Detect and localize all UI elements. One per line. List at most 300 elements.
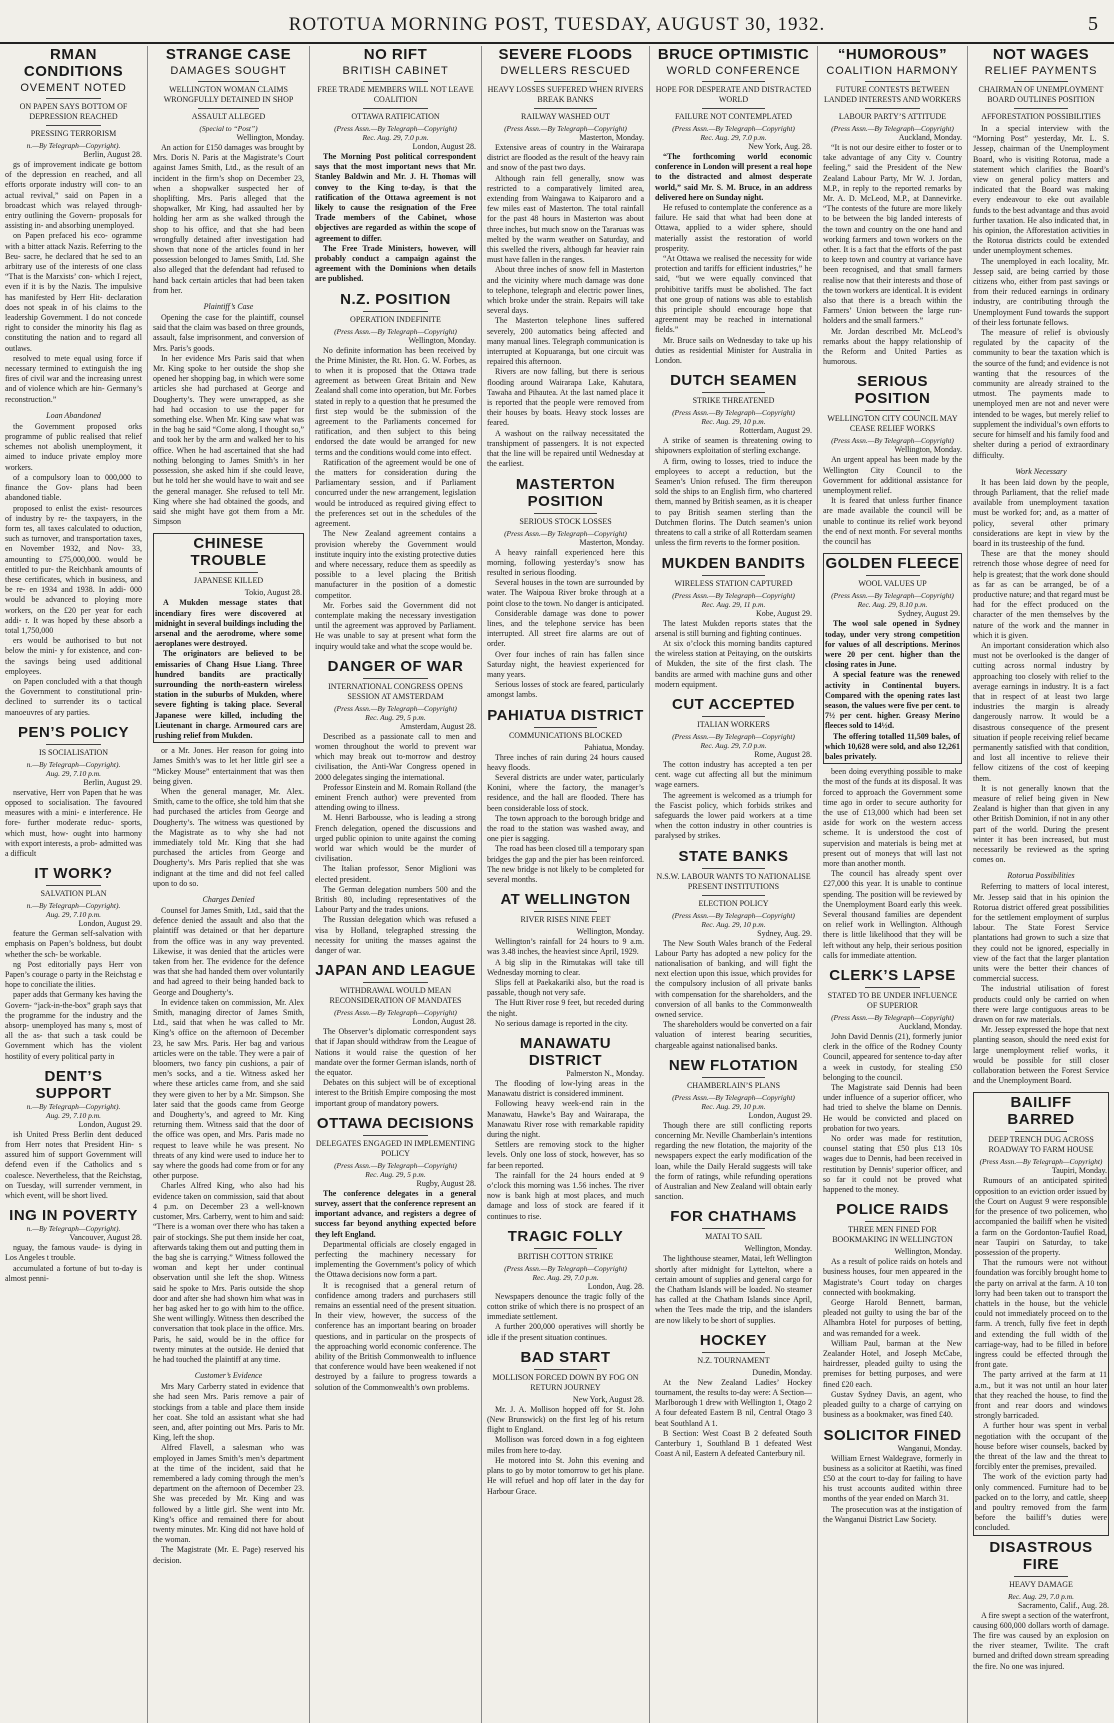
deck: STATED TO BE UNDER INFLUENCE OF SUPERIOR: [827, 991, 958, 1010]
headline-rule: [865, 987, 921, 988]
byline: (Press Assn.—By Telegraph—Copyright): [504, 528, 627, 538]
article: [655, 1332, 812, 1460]
byline: n.—By Telegraph—Copyright).: [26, 1224, 121, 1234]
byline: (Press Assn.—By Telegraph—Copyright): [334, 1008, 457, 1018]
article: [315, 658, 476, 956]
body-paragraph: Debates on this subject will be of exceptional interest to the British Empire composing the most important group of mandatory powers.: [315, 1078, 476, 1108]
headline: CLERK’S LAPSE: [829, 967, 956, 984]
article: [5, 1207, 142, 1284]
byline: (Special to “Post”): [199, 124, 258, 133]
dateline: Auckland, Monday.: [898, 133, 962, 142]
headline: JAPAN AND LEAGUE: [315, 962, 476, 980]
received-line: Rec. Aug. 29, 10 p.m.: [701, 1101, 766, 1111]
deck: COMMUNICATIONS BLOCKED: [508, 730, 623, 740]
column-2: [148, 46, 310, 1723]
body-paragraph: of a compulsory loan to 000,000 to finance the Gov- plans had been abandoned tiable.: [5, 472, 142, 503]
headline: PEN’S POLICY: [17, 723, 130, 741]
body-paragraph: or a Mr. Jones. Her reason for going into James Smith’s was to let her little girl see a “Mickey Mouse” entertainment that was then being given.: [153, 746, 304, 786]
deck: ON PAPEN SAYS BOTTOM OF DEPRESSION REACHED: [19, 102, 128, 121]
deck: FAILURE NOT CONTEMPLATED: [674, 112, 793, 121]
headline-rule: [534, 911, 597, 912]
body-paragraph: paper adds that Germany kes having the Govern- “jack-in-the-box” graph says that the programme for the industry and the absorp- unemployed has many s, most of all the as- that such a task could be Government which has the violent hostility of every political party in: [5, 990, 142, 1061]
received-line: Aug. 29, 7.10 p.m.: [46, 910, 101, 920]
body-paragraph: The Magistrate said Dennis had been under influence of a superior officer, who had tried to shelve the blame on Dennis. He would be convicted and placed on probation for two years.: [823, 1083, 962, 1133]
body-paragraph: A special feature was the renewed activity in Continental buyers. Compared with the opening rates last season, the values were five per cent. to 7½ per cent. higher. Greasy Merino fleeces sold to 14½d.: [825, 670, 960, 731]
dateline: Pahiatua, Monday.: [584, 742, 644, 752]
dateline: London, August 29.: [78, 919, 142, 929]
dateline: London, August 28.: [412, 1017, 476, 1027]
article: [655, 1208, 812, 1325]
body-paragraph: Departmental officials are closely engaged in perfecting the machinery necessary for implementing the Government’s policy of which the Ottawa decisions now form a part.: [315, 1239, 476, 1280]
article: [823, 1427, 962, 1525]
body-paragraph: These are that the money should retrench those whose degree of need for help is greatest; that the work done should as far as can be arranged, be of a productive nature; and that regard must be had for the effect produced on the character of the men themselves by the nature of the work and the manner in which it is given.: [973, 549, 1109, 640]
body-paragraph: It is not generally known that the measure of relief being given in New Zealand is higher than that given in any other British Dominion, if not in any other part of the world. During the present winter it has been increased, but must necessarily be reviewed as the spring comes on.: [973, 783, 1109, 865]
headline-rule: [866, 575, 920, 576]
deck: WELLINGTON WOMAN CLAIMS WRONGFULLY DETAINED IN SHOP: [163, 85, 294, 104]
body-paragraph: Ratification of the agreement would be one of the matters for consideration during the Parliamentary session, and if Parliament concurred under the new arrangement, legislation would be introduced as required giving effect to the preferences set out in the schedules of the agreement.: [315, 457, 476, 529]
dateline: Wellington, Monday.: [894, 445, 962, 455]
byline: (Press Assn.—By Telegraph—Copyright): [504, 124, 627, 133]
headline-rule: [46, 744, 101, 745]
headline-rule: [702, 716, 765, 717]
body-paragraph: accumulated a fortune of but to-day is almost penni-: [5, 1263, 142, 1283]
headline-rule: [702, 81, 765, 82]
article: [487, 1035, 644, 1222]
body-paragraph: Though there are still conflicting reports concerning Mr. Neville Chamberlain’s intentions regarding the new flotation, the majority of the newspapers expect the early modification of the loan, while the Daily Herald suggests will take the form of ratings, while refunding operations of Australian and New Zealand will obtain early sanction.: [655, 1120, 812, 1202]
deck: HOPE FOR DESPERATE AND DISTRACTED WORLD: [655, 85, 812, 104]
body-paragraph: The wool sale opened in Sydney today, under very strong competition for values of all descriptions. Merinos were 20 per cent. higher than the closing rates in June.: [825, 619, 960, 670]
body-paragraph: Serious losses of stock are feared, particularly amongst lambs.: [487, 680, 644, 700]
column-1: [0, 46, 148, 1723]
body-paragraph: Alfred Flavell, a salesman who was employed in James Smith’s men’s department at the time of the incident, said that he remembered a lady coming through the men’s department on the afternoon of December 23. She was preceded by Mr. King and was followed by a little girl. She went into Mr. King’s office and remained there for about twenty minutes. Mr. King did not have hold of the woman.: [153, 1443, 304, 1545]
headline-rule: [363, 108, 427, 109]
headline: DENT’S SUPPORT: [35, 1067, 112, 1102]
article: [487, 891, 644, 1029]
headline: BAD START: [520, 1348, 611, 1366]
headline-rule: [363, 81, 427, 82]
article: [823, 373, 962, 547]
article: [153, 1371, 304, 1566]
dateline: Wanganui, Monday.: [897, 1443, 962, 1453]
body-paragraph: William Ernest Waldegrave, formerly in business as a solicitor at Raetihi, was fined £50 at the court to-day for failing to have his trust accounts audited within three months of the year ended on March 31.: [823, 1453, 962, 1504]
columns-area: [0, 46, 1114, 1723]
dateline: Tokio, August 28.: [244, 588, 302, 598]
headline-rule: [1014, 1576, 1068, 1577]
deck: WITHDRAWAL WOULD MEAN RECONSIDERATION OF MANDATES: [329, 986, 462, 1006]
headline: BRUCE OPTIMISTIC: [657, 46, 810, 63]
deck: SALVATION PLAN: [40, 889, 107, 899]
cross-head: Charges Denied: [202, 895, 255, 904]
deck: OPERATION INDEFINITE: [350, 314, 441, 324]
headline-rule: [1014, 81, 1068, 82]
headline-rule: [865, 1221, 921, 1222]
article: [655, 696, 812, 842]
deck: JAPANESE KILLED: [193, 576, 264, 586]
article: [487, 476, 644, 701]
dateline: New York, August 28.: [572, 1394, 644, 1404]
column-3: [310, 46, 482, 1723]
dateline: Masterton, Monday.: [579, 537, 644, 547]
headline: OTTAWA DECISIONS: [316, 1114, 475, 1132]
headline: NOT WAGES: [992, 46, 1090, 63]
body-paragraph: An important consideration which also must not be overlooked is the danger of cutting across normal industry by approaching too closely with relief to the average earnings in industry. It is a fact that in respect of at least two large industries the margin is already dangerously narrow. It would be a disastrous consequence of the present situation if people receiving relief became permanently satisfied with that condition, and lost all incentive to relieve their fellow citizens of the cost of keeping them.: [973, 640, 1109, 783]
deck: DEEP TRENCH DUG ACROSS ROADWAY TO FARM HOUSE: [988, 1135, 1094, 1155]
body-paragraph: No serious damage is reported in the city.: [495, 1018, 628, 1028]
column-4: [482, 46, 650, 1723]
byline: (Press Assn.—By Telegraph—Copyright): [672, 910, 795, 920]
headline-rule: [865, 410, 921, 411]
headline-rule: [534, 1248, 597, 1249]
byline: (Press Assn.—By Telegraph—Copyright): [334, 326, 457, 336]
body-paragraph: Described as a passionate call to men and women throughout the world to prevent war which may break out to-morrow and destroy civilisation, the Anti-War Congress opened in 2000 delegates singing the international.: [315, 731, 476, 782]
body-paragraph: The cotton industry has accepted a ten per cent. wage cut affecting all but the minimum wage earners.: [655, 759, 812, 790]
article: [153, 895, 304, 1365]
headline: DUTCH SEAMEN: [670, 372, 797, 390]
byline: n.—By Telegraph—Copyright).: [26, 1101, 121, 1111]
headline: PAHIATUA DISTRICT: [487, 706, 644, 724]
received-line: Aug. 29, 7.10 p.m.: [46, 768, 101, 778]
article: [487, 1349, 644, 1497]
body-paragraph: William Paul, barman at the New Zealander Hotel, and Joseph McCabe, hairdresser, pleaded guilty to using the premises for betting purposes, and were fined £20 each.: [823, 1338, 962, 1389]
sub-headline: BRITISH CABINET: [342, 65, 449, 77]
body-paragraph: ers would be authorised to but not below the mini- y for existence, and con- the savings being used additional employees.: [5, 636, 142, 676]
received-line: Rec. Aug. 29, 7.0 p.m.: [700, 133, 767, 142]
received-line: Rec. Aug. 29, 7.0 p.m.: [532, 1272, 599, 1282]
deck: INTERNATIONAL CONGRESS OPENS SESSION AT AMSTERDAM: [328, 681, 463, 701]
body-paragraph: The latest Mukden reports states that the arsenal is still burning and fighting continues.: [655, 618, 812, 638]
dateline: London, August 29.: [78, 1119, 142, 1129]
article: [153, 746, 304, 889]
body-paragraph: Although rain fell generally, snow was restricted to a comparatively limited area, extending from Waingawa to Kaiparoro and a few miles east of Masterton. The total rainfall for the past 48 hours in Masterton was about three inches, but much snow on the Tararuas was melted by the warm weather on Saturday, and this swelled the rivers, although far heavier rain must have fallen in the ranges.: [487, 173, 644, 265]
article: [823, 553, 962, 764]
body-paragraph: resolved to mete equal using force if necessary termined to extinguish the ing fires of civil war and the increasing unrest and of violence which are hin- Germany’s reconstruction.”: [5, 353, 142, 404]
body-paragraph: Mr. Bruce sails on Wednesday to take up his duties as residential Minister for Australia in London.: [655, 335, 812, 366]
body-paragraph: nguay, the famous vaude- is dying in Los Angeles t trouble.: [5, 1243, 142, 1263]
deck: HEAVY DAMAGE: [1009, 1579, 1073, 1589]
headline: MANAWATU DISTRICT: [519, 1035, 612, 1070]
body-paragraph: The Observer’s diplomatic correspondent says that if Japan should withdraw from the League of Nations it would raise the question of her mandate over the former German islands, north of the equator.: [315, 1027, 476, 1078]
body-paragraph: When the general manager, Mr. Alex. Smith, came to the office, she told him that she had purchased the articles from George and Dougherty’s. The witness was questioned by the Magistrate as to why she had not immediately told Mr. King that she had purchased the articles from George and Dougherty’s. Mrs Paris replied that she was indignant at the time and did not feel called upon to do so.: [153, 786, 304, 888]
body-paragraph: A further 200,000 operatives will shortly be idle if the present situation continues.: [487, 1322, 644, 1342]
body-paragraph: The Masterton telephone lines suffered severely, 200 automatics being affected and many manual lines. Telegraph communication is interrupted at Kopuaranga, but one circuit was repaired this afternoon.: [487, 316, 644, 367]
article: [5, 46, 142, 405]
body-paragraph: Mr. Jessep expressed the hope that next planting season, should the need exist for large unemployment relief works, it would be possible for still closer collaboration between the Forest Service and the Unemployment Board.: [973, 1025, 1109, 1086]
dateline: Wellington, Monday.: [744, 1244, 812, 1254]
column-5: [650, 46, 818, 1723]
deck: N.Z. TOURNAMENT: [697, 1355, 770, 1365]
dateline: Rome, August 28.: [754, 749, 812, 759]
deck: IS SOCIALISATION: [38, 747, 109, 757]
body-paragraph: A firm, owing to losses, tried to induce the employees to accept a reduction, but the Seamen’s Union refused. The firm thereupon sold the ships to an English firm, who chartered them, manned by British seamen, as it is cheaper to pay British seamen sterling than the Dutchmen florins. The Dutch seamen’s union threatens to call a strike of all Rotterdam seamen unless the firm reverts to the former position.: [655, 456, 812, 548]
deck: WIRELESS STATION CAPTURED: [674, 578, 793, 588]
body-paragraph: In her evidence Mrs Paris said that when Mr. King spoke to her outside the shop she opened her shopping bag, in which were some articles she had purchased at George and Dougherty’s. They were unwrapped, as she had had occasion to use the paper for something else. When Mr. King saw what was in the bag he said “Come along, I thought so,” and took her by the arm and walked her to his office. When he had ascertained that she had nothing belonging to James Smith’s in her possession, she asked him if she could leave, but he told her she would have to wait and see the general manager. She refused to tell Mr. King where she had obtained the goods, and said she might have got them from a Mr. Simpson: [153, 353, 304, 527]
received-line: Rec. Aug. 29, 7.0 p.m.: [700, 740, 767, 750]
byline: n.—By Telegraph—Copyright).: [26, 759, 121, 769]
body-paragraph: The rainfall for the 24 hours ended at 9 o’clock this morning was 1.56 inches. The river now is bank high at most places, and much damage and loss of stock are feared if it continues to rise.: [487, 1170, 644, 1221]
article: [153, 302, 304, 527]
article: [655, 372, 812, 548]
body-paragraph: Rumours of an anticipated spirited opposition to an eviction order issued by the Court on August 9 were responsible for the presence of two policemen, who accompanied the bailiff when he visited a farm on the Gordonton-Taufiel Road, near Taupiri on Saturday, to take possession of the property.: [975, 1176, 1107, 1257]
article: [655, 46, 812, 366]
deck: MATAI TO SAIL: [705, 1232, 762, 1242]
body-paragraph: A Mukden message states that incendiary fires were discovered at midnight in several buildings including the arsenal and the aerodrome, where some aeroplanes were destroyed.: [155, 598, 302, 649]
dateline: Kobe, August 29.: [756, 608, 812, 618]
sub-headline: DWELLERS RESCUED: [500, 65, 631, 77]
article: [973, 467, 1109, 866]
body-paragraph: The German delegation numbers 500 and the British 80, including representatives of the Labour Party and the trades unions.: [315, 884, 476, 915]
received-line: Rec. Aug. 29, 5 p.m.: [365, 712, 426, 722]
headline: TRAGIC FOLLY: [507, 1227, 624, 1245]
byline: (Press Assn.—By Telegraph—Copyright): [672, 1092, 795, 1102]
deck: RIVER RISES NINE FEET: [520, 915, 611, 925]
headline: STRANGE CASE: [165, 46, 292, 63]
body-paragraph: A strike of seamen is threatening owing to shipowners exploitation of sterling exchange.: [655, 436, 812, 456]
article: [487, 1228, 644, 1343]
headline: DANGER OF WAR: [327, 657, 464, 675]
byline: (Press Assn.—By Telegraph—Copyright): [672, 124, 795, 133]
body-paragraph: “At Ottawa we realised the necessity for wide protection and tariffs for efficient industries,” he said, “but we were equally convinced that prohibitive tariffs must be abolished. The fact that one group of nations was able to establish this principle should encourage hope that agreement may be reached in international fields.”: [655, 254, 812, 335]
body-paragraph: The town approach to the borough bridge and the road to the station was washed away, and one pier is sagging.: [487, 813, 644, 844]
headline: POLICE RAIDS: [836, 1201, 949, 1219]
headline-rule: [534, 1369, 597, 1370]
headline-rule: [46, 885, 101, 886]
body-paragraph: Charles Alfred King, who also had his evidence taken on commission, said that about 4 p.m. on December 23 a well-known customer, Mrs. Carberry, went to him and said: “There is a woman over there who has taken a pair of stockings. She put them inside her coat, afterwards taking them out and putting them in the bag she is carrying.” Witness followed the woman and kept her under continual observation until she left the shop. Witness said he spoke to Mrs. Paris outside the shop door and after she had shown him what was in her bag asked her to go with him to the office. She went willingly. Witness then described the conversation that took place in the office. Mrs. Paris, he said, would be in the office for twenty minutes at the outside. He denied that he had touched the plaintiff at any time.: [153, 1181, 304, 1364]
sub-headline: COALITION HARMONY: [826, 65, 959, 77]
headline-rule: [46, 98, 101, 99]
deck: STRIKE THREATENED: [692, 396, 775, 406]
body-paragraph: George Harold Bennett, barman, pleaded not guilty to using the bar of the Alhambra Hotel for purposes of betting, and was remanded for a week.: [823, 1298, 962, 1338]
body-paragraph: The road has been closed till a temporary span bridges the gap and the pier has been reinforced. The new bridge is not likely to be completed for several months.: [487, 844, 644, 884]
headline-rule: [702, 108, 765, 109]
body-paragraph: Mrs Mary Carberry stated in evidence that she had seen Mrs. Paris remove a pair of stockings from a table and place them inside her coat. She told an assistant what she had seen, and, after pointing out Mrs. Paris to Mr. King, left the shop.: [153, 1382, 304, 1443]
headline: MASTERTON POSITION: [515, 475, 616, 510]
body-paragraph: The prosecution was at the instigation of the Wanganui District Law Society.: [823, 1504, 962, 1524]
headline-rule: [702, 1352, 765, 1353]
body-paragraph: At six o’clock this morning bandits captured the wireless station at Peitaying, on the outskirts of Mukden, the site of the first clash. The bandits are armed with machine guns and other modern equipment.: [655, 638, 812, 689]
body-paragraph: The Magistrate (Mr. E. Page) reserved his decision.: [153, 1545, 304, 1565]
headline: SOLICITOR FINED: [823, 1426, 962, 1444]
body-paragraph: The Morning Post political correspondent says that the most important news that Mr. Stanley Baldwin and Mr. J. H. Thomas will convey to the King to-day, is that the ratification of the Ottawa agreement is not likely to cause the resignation of the Free Trade members of the Cabinet, whose objectives are regarded as within the scope of agreement to differ.: [315, 152, 476, 243]
sub-headline: DAMAGES SOUGHT: [170, 65, 287, 77]
body-paragraph: Rivers are now falling, but there is serious flooding around Wairarapa Lake, Kahutara, Tawaha and Pihautea. At the last named place it is reported that the people were removed from their houses by boats. Heavy stock losses are feared.: [487, 367, 644, 428]
received-line: Rec. Aug. 29, 10 p.m.: [701, 417, 766, 427]
byline: (Press Assn.—By Telegraph—Copyright): [831, 124, 954, 133]
headline: MUKDEN BANDITS: [661, 554, 806, 572]
deck: OTTAWA RATIFICATION: [351, 112, 440, 121]
body-paragraph: B Section: West Coast B 2 defeated South Canterbury 1, Southland B 1 defeated West Coast A nil, Eastern A defeated Canterbury nil.: [655, 1428, 812, 1459]
article: [315, 291, 476, 652]
deck: CHAMBERLAIN’S PLANS: [686, 1080, 781, 1090]
body-paragraph: Three inches of rain during 24 hours caused heavy floods.: [487, 752, 644, 772]
body-paragraph: It is feared that unless further finance are made available the council will be unable to continue its relief work beyond the end of next month. For several months the council has: [823, 496, 962, 547]
received-line: Rec. Aug. 29, 7.0 p.m.: [362, 133, 429, 142]
page-number: 5: [1088, 13, 1098, 35]
dateline: London, August 28.: [412, 142, 476, 151]
dateline: New York, Aug. 28.: [748, 142, 812, 151]
body-paragraph: Counsel for James Smith, Ltd., said that the defence denied the assault and also that the plaintiff was detained or that her departure from the office was in any way prevented. Likewise, it was denied that the articles were taken from her. The evidence for the defence was that she had handed them over voluntarily and had agreed to their being handed back to George and Dougherty’s.: [153, 906, 304, 997]
deck: FUTURE CONTESTS BETWEEN LANDED INTERESTS AND WORKERS: [824, 85, 961, 104]
dateline: Palmerston N., Monday.: [566, 1069, 644, 1079]
body-paragraph: The flooding of low-lying areas in the Manawatu district is considered imminent.: [487, 1079, 644, 1099]
dateline: Berlin, August 29.: [83, 777, 142, 787]
article: [973, 46, 1109, 461]
body-paragraph: Referring to matters of local interest, Mr. Jessep said that in his opinion the Rotorua district offered great possibilities for the settlement employment of surplus labour. The State Forest Service plantations had grown to such a size that they could not be ignored, especially in view of the fact that the larger plantation units were the better their chances of commercial success.: [973, 882, 1109, 984]
deck: LABOUR PARTY’S ATTITUDE: [838, 112, 947, 121]
dateline: Masterton, Monday.: [579, 133, 644, 142]
body-paragraph: The Italian professor, Senor Miglioni was elected president.: [315, 864, 476, 884]
deck: SERIOUS STOCK LOSSES: [519, 516, 612, 526]
article: [823, 46, 962, 367]
byline: (Press Assn.—By Telegraph—Copyright): [979, 1157, 1103, 1167]
deck: WELLINGTON CITY COUNCIL MAY CEASE RELIEF WORKS: [827, 414, 958, 434]
body-paragraph: gs of improvement indicate ge bottom of the depression en reached, and all efforts orporate industry will con- to an actual revival,” said on Papen in a broadcast which was relayed through- entry outlining the Govern- proposals for assisting in- and absorbing unemployed.: [5, 160, 142, 231]
article: [973, 871, 1109, 1086]
article: [973, 1092, 1109, 1535]
headline: STATE BANKS: [678, 847, 789, 865]
article: [823, 767, 962, 961]
headline-rule: [534, 513, 597, 514]
body-paragraph: Gustav Sydney Davis, an agent, who pleaded guilty to a charge of carrying on business as a bookmaker, was fined £40.: [823, 1389, 962, 1420]
body-paragraph: feature the German self-salvation with emphasis on Papen’s boldness, but doubt whether the sch- be workable.: [5, 929, 142, 959]
byline: (Press Assn.—By Telegraph—Copyright): [334, 703, 457, 713]
dateline: Amsterdam, August 28.: [400, 721, 476, 731]
headline: CUT ACCEPTED: [672, 695, 795, 713]
deck: CHAIRMAN OF UNEMPLOYMENT BOARD OUTLINES POSITION: [978, 85, 1104, 104]
received-line: Rec. Aug. 29, 8.10 p.m.: [857, 600, 928, 610]
dateline: Vancouver, August 28.: [69, 1233, 142, 1243]
body-paragraph: on Papen prefaced his eco- ogramme with a bitter attack Nazis. Referring to the Beu- sacre, he declared that he sed to an arbitrary use of the interests of one class “That is the Marxists’ con- which I reject, even if it is by the Nazis. The impulsive has manifested by Herr Hit- declaration does not speak in of his claims to the leadership Government. I do not concede right to consider the minority his flag as constituting the nation and to regard all outlaws.: [5, 231, 142, 353]
body-paragraph: The unemployed in each locality, Mr. Jessep said, are being carried by those citizens who, either from past savings or from their reduced earnings in ordinary industry, are contributing through the Unemployment Fund towards the support of their less fortunate fellows.: [973, 256, 1109, 327]
headline: “HUMOROUS”: [837, 46, 948, 63]
headline-rule: [702, 868, 765, 869]
body-paragraph: In evidence taken on commission, Mr. Alex Smith, managing director of James Smith, Ltd., said that when he was called to Mr. King’s office on the afternoon of December 23, he saw Mrs. Paris. Her bag and various articles were on the table. They were a pair of bloomers, two fancy pin cushions, a pair of men’s socks, and a tie. Witness asked her where these articles came from, and she said they were given to her by a Mr. Simpson. She later said that the goods came from George and Dougherty’s, and agreed to Mr. King returning them. Witness said that the door of the office was open, and Mrs. Paris made no request to leave while he was present. No threats of any kind were used to induce her to say where the goods had come from or for any other purpose.: [153, 997, 304, 1181]
article: [153, 46, 304, 296]
column-7: [968, 46, 1114, 1723]
headline-rule: [702, 392, 765, 393]
body-paragraph: The Free Trade Ministers, however, will probably conduct a campaign against the agreement with the Dominions when details are published.: [315, 243, 476, 284]
body-paragraph: The Hutt River rose 9 feet, but receded during the night.: [487, 998, 644, 1018]
body-paragraph: A fire swept a section of the waterfront, causing 600,000 dollars worth of damage. The fire was caused by an explosion on the river steamer, Twilite. The craft burned and drifted down stream spreading the fire. No one was injured.: [973, 1610, 1109, 1671]
dateline: Rotterdam, August 29.: [739, 426, 812, 436]
headline-rule: [534, 81, 597, 82]
body-paragraph: A further hour was spent in verbal negotiation with the occupant of the house before wiser counsels, backed by the threat of the law and the threat to forcibly enter the premises, prevailed.: [975, 1421, 1107, 1472]
article: [5, 724, 142, 859]
received-line: Rec. Aug. 29, 5 p.m.: [365, 1169, 426, 1179]
deck: ITALIAN WORKERS: [697, 719, 770, 729]
byline: (Press Assn.—By Telegraph—Copyright): [334, 1160, 457, 1170]
body-paragraph: The shareholders would be converted on a fair valuation of interest bearing securities, chargeable against nationalised banks.: [655, 1020, 812, 1050]
article: [5, 865, 142, 1062]
body-paragraph: Several houses in the town are surrounded by water. The Waipoua River broke through at a point close to the town. No danger is anticipated.: [487, 578, 644, 608]
body-paragraph: been doing everything possible to make the most of the funds at its disposal. It was forced to approach the Government some time ago in order to secure authority for the use of £13,000 which had been set aside for work on the western access scheme. It is understood the cost of supervision and materials is being met at present out of moneys that will last not more than another month.: [823, 767, 962, 868]
received-line: Rec. Aug. 29, 7.0 p.m.: [1007, 1591, 1075, 1601]
body-paragraph: The agreement is welcomed as a triumph for the Fascist policy, which forbids strikes and safeguards the lower paid workers at a time when the cotton industry in other countries is paralysed by strikes.: [655, 790, 812, 841]
article: [823, 967, 962, 1195]
body-paragraph: Mr. Jordan described Mr. McLeod’s remarks about the happy relationship of the Reform and United Parties as humorous.: [823, 326, 962, 367]
body-paragraph: The industrial utilisation of forest products could only be carried on when there were large contiguous areas to be drawn on for raw materials.: [973, 984, 1109, 1025]
body-paragraph: ng Post editorially pays Herr von Papen’s courage o party in the Reichstag e hope to conciliate the ilities.: [5, 959, 142, 990]
body-paragraph: the Government proposed orks programme of public realised that relief schemes not abolish unemployment, it aimed to induce private employ more workers.: [5, 421, 142, 472]
dateline: Sacramento, Calif., Aug. 28.: [1017, 1600, 1109, 1610]
headline: AT WELLINGTON: [500, 891, 631, 909]
dateline: Wellington, Monday.: [894, 1247, 962, 1257]
headline: RMAN CONDITIONS: [23, 46, 124, 80]
body-paragraph: At the New Zealand Ladies’ Hockey tournament, the results to-day were: A Section—Marlborough 1 drew with Wellington 1, Otago 2 A four defeated Eastern B nil, Central Otago 3 beat Southland A 1.: [655, 1377, 812, 1428]
headline-rule: [46, 125, 101, 126]
deck: HEAVY LOSSES SUFFERED WHEN RIVERS BREAK BANKS: [487, 85, 644, 104]
article: [487, 707, 644, 886]
headline-rule: [363, 982, 427, 983]
body-paragraph: The Russian delegation which was refused a visa by Holland, telegraphed stressing the necessity for uniting the masses against the danger of war.: [315, 915, 476, 955]
deck: ELECTION POLICY: [698, 898, 769, 908]
body-paragraph: The offering totalled 11,509 bales, of which 10,628 were sold, and also 12,261 bales privately.: [825, 731, 960, 761]
article: [315, 1115, 476, 1393]
body-paragraph: Opening the case for the plaintiff, counsel said that the claim was based on three grounds, assault, false imprisonment, and conversion of Mrs. Paris’s goods.: [153, 313, 304, 353]
article: [823, 1201, 962, 1420]
article: [153, 533, 304, 743]
body-paragraph: The New Zealand agreement contains a provision whereby the Government would institute inquiry into the existing protective duties and where necessary, reduce them as speedily as possible to a level placing the British manufacturer in the position of a domestic competitor.: [315, 529, 476, 600]
body-paragraph: Mr. J. A. Mollison hopped off for St. John (New Brunswick) on the first leg of his return flight to England.: [487, 1404, 644, 1435]
body-paragraph: A big slip in the Rimutakas will take till Wednesday morning to clear.: [487, 957, 644, 977]
cross-head: Customer’s Evidence: [194, 1371, 263, 1381]
dateline: London, August 29.: [748, 1110, 812, 1120]
headline: NO RIFT: [363, 46, 428, 63]
article: [5, 1068, 142, 1201]
body-paragraph: Over four inches of rain has fallen since Saturday night, the heaviest experienced for many years.: [487, 649, 644, 679]
deck: THREE MEN FINED FOR BOOKMAKING IN WELLINGTON: [832, 1225, 953, 1245]
headline-rule: [199, 572, 258, 573]
headline: GOLDEN FLEECE: [825, 555, 960, 573]
deck: MOLLISON FORCED DOWN BY FOG ON RETURN JOURNEY: [492, 1372, 639, 1392]
body-paragraph: Following heavy week-end rain in the Manawatu, Hawke’s Bay and Wairarapa, the Manawatu River rose with remarkable rapidity during the night.: [487, 1099, 644, 1140]
headline-rule: [702, 575, 765, 576]
headline-rule: [198, 108, 258, 109]
headline: IT WORK?: [34, 865, 113, 883]
headline-rule: [198, 81, 258, 82]
headline-rule: [534, 108, 597, 109]
dateline: London, Aug. 28.: [587, 1281, 644, 1291]
body-paragraph: Mr. Forbes said the Government did not contemplate making the necessary investigation until the agreement was approved by Parliament. He was unable to say at present what form the inquiry would take and what the scope would be.: [315, 600, 476, 651]
body-paragraph: A heavy rainfall experienced here this morning, following yesterday’s snow has resulted in serious flooding.: [487, 547, 644, 577]
dateline: Taupiri, Monday.: [1051, 1166, 1107, 1176]
headline-rule: [702, 1228, 765, 1229]
body-paragraph: ish United Press Berlin dent deduced from Herr notes that President Hin- s assured him of support Government will defend even if the Catholics and s coalesce. Nevertheless, that the Reichstag, on Tuesday, will surrender vernment, in which event, will be short lived.: [5, 1129, 142, 1201]
cross-head: Work Necessary: [1015, 466, 1067, 476]
headline-rule: [702, 1077, 765, 1078]
headline-rule: [534, 727, 597, 728]
body-paragraph: Settlers are removing stock to the higher levels. Only one loss of stock, however, has so far been reported.: [487, 1140, 644, 1170]
body-paragraph: on Papen concluded with a that though the Government to constitutional prin- declined to surrender its o tactical manoeuvres of ary parties.: [5, 676, 142, 717]
headline: ING IN POVERTY: [9, 1207, 138, 1225]
deck: ASSAULT ALLEGED: [191, 112, 266, 121]
byline: n.—By Telegraph—Copyright).: [26, 901, 121, 911]
body-paragraph: The work of the eviction party had only commenced. Furniture had to be packed on to the lorry, and cattle, sheep and poultry removed from the farm before the bailiff’s duties were concluded.: [975, 1472, 1107, 1533]
body-paragraph: nservative, Herr von Papen that he was opposed to socialisation. The favoured measures with a mini- e interference. He fore- further moderate reduc- sports, which must, how- ought into harmony with export interests, a prob- admitted was a difficult: [5, 787, 142, 858]
body-paragraph: Wellington’s rainfall for 24 hours to 9 a.m. was 3.48 inches, the heaviest since April, 1929.: [487, 937, 644, 957]
article: [655, 555, 812, 690]
body-paragraph: Mollison was forced down in a fog eighteen miles from here to-day.: [487, 1435, 644, 1455]
newspaper-title: ROTOTUA MORNING POST, TUESDAY, AUGUST 30, 1932.: [288, 14, 826, 35]
byline: n.—By Telegraph—Copyright).: [26, 141, 121, 150]
byline: (Press Assn.—By Telegraph—Copyright): [831, 1013, 954, 1022]
byline: (Press Assn.—By Telegraph—Copyright): [672, 408, 795, 418]
body-paragraph: An urgent appeal has been made by the Wellington City Council to the Government for additional assistance for unemployment relief.: [823, 455, 962, 496]
body-paragraph: “It is not our desire either to foster or to take advantage of any City v. Country feeling,” said the President of the New Zealand Labour Party, Mr W. J. Jordan, M.P., in reply to the reported remarks by Mr. A. D. McLeod, M.P., at Dannevirke. “The contests of the future are more likely to be between the big landed interests of the town and country on the one hand and working farmers and town workers on the other. It is a fact that the efforts of the past to keep town and country at variance have been recognised, and that small farmers realise now that their interests and those of the town workers are identical. It is evident also that there is a breach within the Farmers’ Union between the large run-holders and the small farmers.”: [823, 143, 962, 326]
body-paragraph: The originators are believed to be emissaries of Chang Hsue Liang. Three hundred bandits are practically surrounding the north-eastern wireless station in the suburbs of Mukden, where severe fighting is taking place. Several Japanese were killed, including the Lieutenant in charge. Armoured cars are rushing relief from Mukden.: [155, 649, 302, 740]
body-paragraph: The lighthouse steamer, Matai, left Wellington shortly after midnight for Lyttelton, where a certain amount of supplies and general cargo for the Chatham Islands will be loaded. No steamer has called at the Chatham Islands since April, when the Tees made the trip, and the islanders are now likely to be short of supplies.: [655, 1254, 812, 1325]
headline: FOR CHATHAMS: [670, 1208, 797, 1226]
cross-head: Loan Abandoned: [46, 410, 101, 420]
